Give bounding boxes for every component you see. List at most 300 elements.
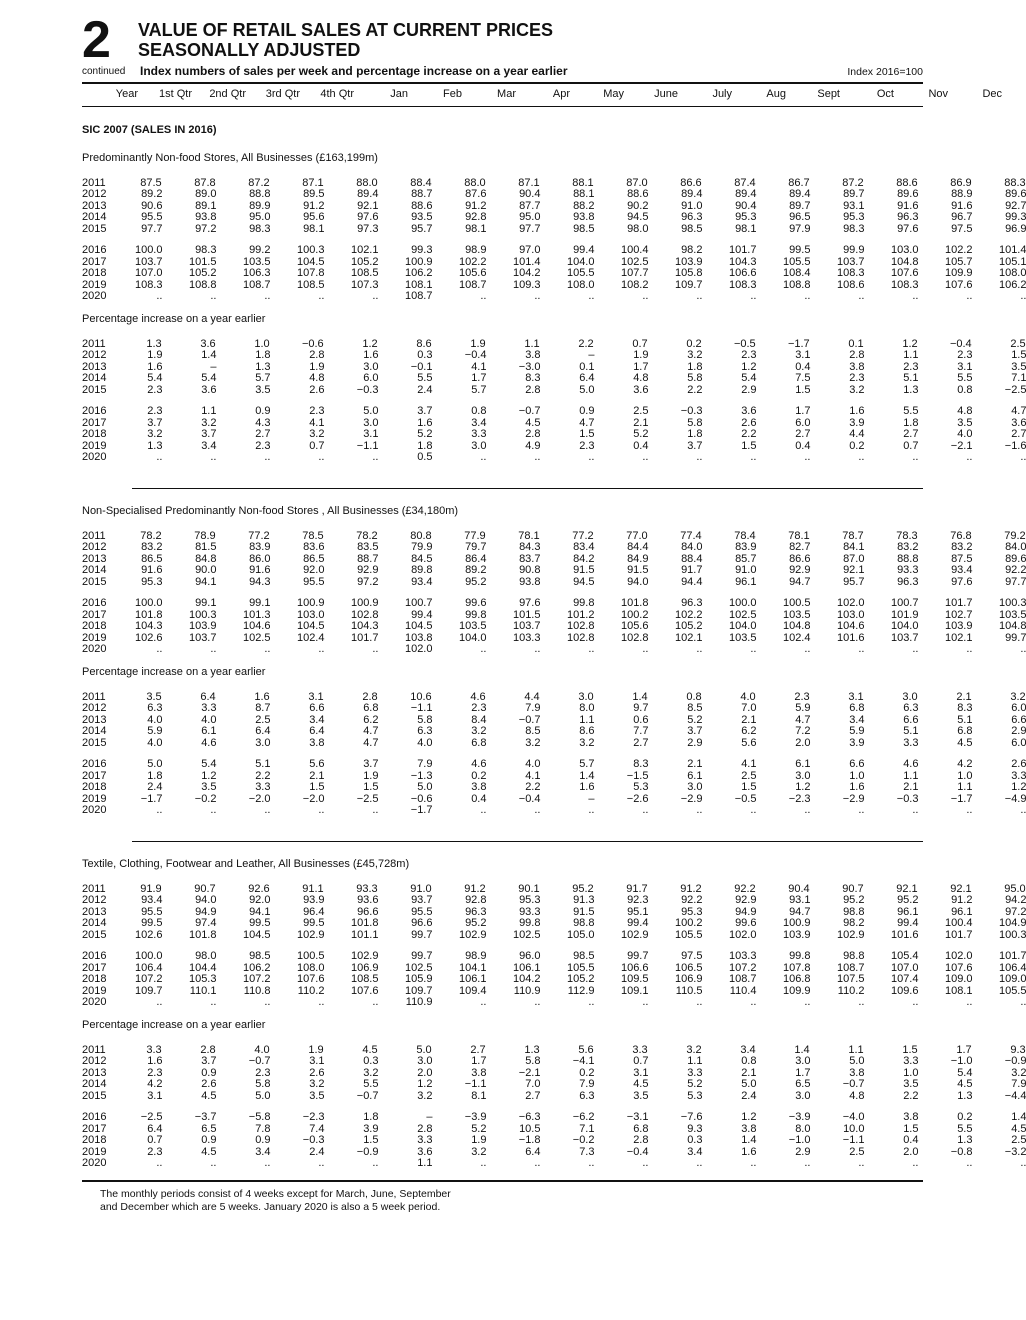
column-headers [82,84,1002,106]
table-header [82,11,923,82]
index-block [82,882,1026,942]
table-cell: 4.5 [201,1089,217,1102]
column-header: Apr [552,88,570,100]
row-year: 2013 [82,713,107,726]
table-row [82,541,1026,554]
table-cell: 3.3 [201,702,217,714]
table-cell: 1.5 [309,781,325,793]
table-cell: 94.1 [249,905,271,918]
table-cell: 105.5 [566,267,595,279]
table-cell: .. [210,643,217,655]
table-cell: 90.4 [519,188,541,200]
table-row [82,792,1026,806]
table-cell: 2.7 [525,1089,541,1102]
table-cell: .. [912,1157,919,1169]
table-row [82,405,1026,418]
table-cell: 83.6 [303,541,325,553]
table-cell: .. [750,804,757,816]
table-cell: 99.6 [465,597,487,609]
table-cell: 1.0 [849,769,865,782]
table-cell: 94.7 [789,575,811,588]
table-cell: 100.5 [782,597,811,609]
table-cell: .. [534,451,541,463]
table-section [82,857,1026,1170]
table-cell: 91.2 [303,199,325,212]
table-cell: 3.5 [903,1078,919,1090]
table-cell: 103.5 [728,631,757,644]
table-cell: 96.4 [303,905,325,918]
table-cell: 2.5 [1010,337,1026,350]
table-row [82,349,1026,362]
table-cell: .. [264,290,271,302]
table-cell: −4.4 [1004,1089,1026,1102]
table-cell: −0.4 [949,337,972,350]
table-cell: 0.2 [686,337,702,350]
table-cell: 92.2 [1005,564,1026,576]
table-cell: 3.3 [146,1043,162,1056]
table-cell: 108.3 [728,278,757,291]
table-cell: −3.0 [518,360,541,373]
table-cell: 84.2 [573,552,595,565]
table-cell: 103.5 [998,608,1026,621]
table-cell: 2.7 [795,428,811,440]
table-cell: 99.8 [789,950,811,962]
index-block [82,950,1026,1009]
table-cell: 2.3 [147,1145,163,1158]
table-cell: 4.8 [957,405,973,417]
table-row [82,244,1026,257]
table-cell: 0.4 [795,439,811,452]
table-cell: 95.3 [843,211,865,223]
table-cell: 101.4 [512,255,541,268]
table-cell: .. [264,996,271,1008]
table-cell: 4.5 [201,1145,217,1158]
table-cell: 100.0 [134,244,163,256]
table-cell: 93.3 [356,882,378,895]
table-cell: 5.9 [849,725,865,737]
table-cell: 95.5 [141,211,163,223]
table-cell: 103.9 [782,928,811,941]
table-cell: −0.7 [842,1078,865,1090]
table-cell: 3.0 [902,690,918,703]
table-cell: 95.2 [843,894,865,906]
table-cell: 5.6 [309,758,325,770]
table-cell: 79.2 [1004,529,1026,542]
table-cell: 89.9 [249,199,271,212]
row-year: 2011 [82,690,106,703]
table-cell: 87.1 [518,176,540,189]
table-cell: −4.1 [572,1055,595,1067]
table-cell: 4.6 [201,736,217,749]
column-header: 2nd Qtr [209,88,246,100]
row-year: 2014 [82,725,107,737]
table-cell: 96.6 [357,905,379,918]
table-row [82,996,1026,1009]
table-cell: 1.3 [957,1134,973,1146]
table-cell: 5.0 [579,383,595,396]
table-cell: 2.8 [200,1043,216,1056]
table-cell: 2.4 [309,1145,325,1158]
table-cell: 102.5 [512,928,541,941]
table-cell: 2.6 [741,416,757,429]
table-cell: 107.6 [296,973,325,985]
table-cell: 101.1 [350,928,379,941]
table-cell: 2.9 [687,736,703,749]
row-year: 2017 [82,416,107,429]
footnote-line-2: and December which are 5 weeks. January 2020 is also a 5 week period. [100,1200,441,1213]
row-year: 2016 [82,1111,107,1123]
table-cell: 5.0 [741,1078,757,1090]
table-cell: 0.1 [579,360,595,373]
table-cell: 91.0 [735,564,757,576]
table-cell: −0.2 [194,792,217,805]
table-cell: 105.2 [188,267,217,279]
table-cell: 4.4 [524,690,540,703]
table-cell: 97.7 [519,222,541,235]
index-block [82,597,1026,656]
table-cell: .. [966,1157,973,1169]
table-cell: 1.7 [795,1066,811,1079]
table-cell: 1.4 [741,1134,757,1146]
table-cell: 3.8 [471,781,487,793]
table-cell: .. [318,804,325,816]
table-cell: 103.7 [512,620,541,632]
table-cell: 2.8 [417,1122,433,1135]
table-cell: 108.0 [998,267,1026,279]
table-cell: 97.4 [195,917,217,929]
table-cell: 6.2 [741,725,757,737]
table-cell: 89.6 [897,188,919,200]
pct-block [82,1043,1026,1103]
table-cell: 3.7 [201,428,217,440]
table-cell: −0.9 [1004,1055,1026,1067]
table-cell: −1.1 [356,439,379,452]
table-cell: 103.5 [242,255,271,268]
table-cell: 101.7 [944,597,973,609]
table-row [82,620,1026,633]
table-cell: −2.5 [1004,383,1026,396]
table-cell: 2.7 [255,428,271,440]
table-cell: 98.8 [843,905,865,918]
table-cell: 2.2 [741,428,757,440]
table-cell: .. [156,804,163,816]
table-cell: .. [156,290,163,302]
table-cell: 5.7 [579,758,595,770]
table-cell: 1.5 [741,781,757,793]
table-cell: 105.9 [404,973,433,985]
row-year: 2020 [82,1157,107,1169]
table-cell: −2.3 [788,792,811,805]
table-cell: 3.0 [795,769,811,782]
table-cell: .. [318,290,325,302]
table-cell: .. [534,996,541,1008]
table-cell: 5.0 [417,781,433,793]
table-cell: 90.8 [519,564,541,576]
table-cell: 99.5 [141,917,163,929]
table-cell: 1.6 [849,781,865,793]
table-cell: 107.2 [134,973,163,985]
table-cell: 104.3 [350,620,379,632]
table-cell: 95.7 [411,222,433,235]
row-year: 2013 [82,905,107,918]
table-cell: 103.0 [836,608,865,621]
table-cell: 93.9 [303,894,325,906]
table-cell: −3.2 [1004,1145,1026,1158]
table-cell: −0.4 [464,349,487,361]
table-cell: 108.5 [296,278,325,291]
table-cell: 100.9 [296,597,325,609]
table-cell: 3.6 [1011,416,1026,429]
table-cell: 102.6 [134,928,163,941]
table-cell: 98.2 [681,244,703,256]
table-cell: 102.8 [566,620,595,632]
table-cell: 6.6 [903,713,919,726]
table-cell: 5.0 [849,1055,865,1067]
table-cell: 5.8 [525,1055,541,1067]
table-row [82,643,1026,656]
table-cell: 89.1 [195,199,217,212]
table-cell: 95.5 [141,905,163,918]
table-cell: 108.0 [296,961,325,974]
table-cell: 3.1 [848,690,864,703]
table-cell: 6.6 [1011,713,1026,726]
table-cell: .. [804,804,811,816]
table-row [82,1078,1026,1091]
table-cell: 1.0 [254,337,270,350]
table-cell: 88.1 [572,176,594,189]
table-cell: 2.8 [525,383,541,396]
table-cell: 78.7 [842,529,864,542]
row-year: 2013 [82,1066,107,1079]
table-cell: 87.5 [951,552,973,565]
table-cell: 103.3 [728,950,757,962]
table-cell: 8.4 [471,713,487,726]
table-cell: 102.9 [620,928,649,941]
table-cell: – [210,360,217,373]
table-cell: 1.4 [201,349,217,361]
row-year: 2020 [82,996,107,1008]
table-cell: 5.5 [417,372,433,384]
table-cell: 5.7 [471,383,487,396]
table-cell: 103.7 [890,631,919,644]
table-cell: 1.6 [849,405,865,417]
table-cell: 3.3 [903,736,919,749]
table-cell: 103.0 [296,608,325,621]
table-cell: 96.1 [951,905,973,918]
table-cell: 101.8 [188,928,217,941]
row-year: 2017 [82,1122,107,1135]
table-cell: .. [696,290,703,302]
table-cell: 94.3 [249,575,271,588]
table-cell: 86.5 [141,552,163,565]
table-cell: 102.9 [350,950,379,962]
table-cell: 3.4 [849,713,865,726]
row-year: 2014 [82,564,107,576]
row-year: 2012 [82,702,107,714]
table-cell: 95.3 [681,905,703,918]
table-cell: 100.7 [404,597,433,609]
table-cell: 1.8 [417,439,433,452]
column-header: Aug [766,88,786,100]
table-cell: 81.5 [195,541,217,553]
table-cell: 107.6 [890,267,919,279]
row-year: 2012 [82,541,107,553]
table-cell: .. [264,804,271,816]
table-cell: 5.0 [363,405,379,417]
table-cell: 106.9 [674,973,703,985]
table-cell: 0.7 [632,337,648,350]
table-row [82,383,1026,397]
table-cell: .. [588,1157,595,1169]
table-cell: 4.0 [254,1043,270,1056]
table-cell: 101.8 [350,917,379,929]
table-cell: .. [804,290,811,302]
table-cell: 9.7 [633,702,649,714]
table-cell: 96.3 [681,597,703,609]
table-cell: 1.1 [957,781,973,793]
table-cell: 1.9 [470,337,486,350]
table-cell: 8.6 [579,725,595,737]
table-cell: 95.2 [465,575,487,588]
table-cell: 99.4 [573,244,595,256]
table-cell: 1.1 [524,337,540,350]
table-cell: 4.9 [525,439,541,452]
pct-block [82,758,1026,817]
table-cell: −0.4 [518,792,541,805]
table-subtitle: Index numbers of sales per week and percentage increase on a year earlier [140,64,568,78]
table-cell: 107.6 [944,961,973,974]
table-cell: 2.3 [147,405,163,417]
table-cell: 94.0 [627,575,649,588]
table-cell: 93.5 [411,211,433,223]
table-cell: .. [372,1157,379,1169]
row-year: 2020 [82,290,107,302]
table-cell: 5.2 [633,428,649,440]
table-cell: 92.3 [627,894,649,906]
table-cell: 0.2 [471,769,487,782]
table-cell: 3.2 [1010,690,1026,703]
table-cell: 3.1 [957,360,973,373]
table-cell: 95.2 [897,894,919,906]
table-cell: 102.0 [728,928,757,941]
table-cell: 100.3 [998,597,1026,609]
table-cell: −0.7 [518,713,541,726]
table-cell: −0.7 [518,405,541,417]
table-cell: 2.3 [903,360,919,373]
table-cell: 87.0 [843,552,865,565]
row-year: 2013 [82,199,107,212]
table-cell: 96.3 [465,905,487,918]
table-cell: 90.2 [627,199,649,212]
table-cell: 3.5 [309,1089,325,1102]
table-cell: −1.8 [518,1134,541,1146]
section-title: Textile, Clothing, Footwear and Leather, All Businesses (£45,728m) [82,857,410,870]
table-cell: 96.7 [951,211,973,223]
table-cell: 84.0 [1005,541,1026,553]
row-year: 2015 [82,383,107,396]
table-cell: 2.6 [309,383,325,396]
table-row [82,1055,1026,1068]
table-cell: 98.3 [195,244,217,256]
table-cell: 92.8 [465,211,487,223]
table-cell: 1.8 [687,360,703,373]
table-cell: 6.5 [201,1122,217,1135]
table-cell: 78.3 [896,529,918,542]
table-cell: 102.1 [674,631,703,644]
table-cell: 84.5 [411,552,433,565]
table-cell: 1.9 [308,1043,324,1056]
table-cell: 102.9 [836,928,865,941]
table-cell: 2.2 [903,1089,919,1102]
column-header: Mar [497,88,516,100]
table-cell: 92.2 [734,882,756,895]
table-cell: 80.8 [410,529,432,542]
table-cell: 84.1 [843,541,865,553]
table-cell: −4.9 [1004,792,1026,805]
table-cell: 85.7 [735,552,757,565]
table-cell: 91.2 [465,199,487,212]
table-cell: 108.7 [458,278,487,291]
table-cell: .. [858,290,865,302]
column-header: July [712,88,732,100]
table-cell: .. [318,1157,325,1169]
table-cell: 1.2 [362,337,378,350]
table-cell: 5.6 [741,736,757,749]
table-cell: 104.5 [296,255,325,268]
table-cell: .. [696,804,703,816]
table-cell: 90.7 [842,882,864,895]
table-cell: 3.0 [363,416,379,429]
table-cell: 106.5 [674,961,703,974]
table-cell: .. [642,1157,649,1169]
table-cell: 1.9 [363,769,379,782]
table-cell: 91.6 [897,199,919,212]
table-cell: 99.8 [465,608,487,621]
table-cell: 1.5 [902,1043,918,1056]
table-cell: 2.1 [741,713,757,726]
table-cell: 3.1 [633,1066,649,1079]
table-cell: 3.1 [309,1055,325,1067]
row-year: 2014 [82,917,107,929]
row-year: 2014 [82,211,107,223]
table-cell: 99.5 [303,917,325,929]
table-cell: 3.0 [471,439,487,452]
table-row [82,917,1026,930]
table-cell: 6.8 [957,725,973,737]
table-cell: 102.1 [350,244,379,256]
table-cell: 107.8 [296,267,325,279]
table-cell: 0.8 [741,1055,757,1067]
table-cell: .. [1020,804,1026,816]
table-cell: 6.4 [579,372,595,384]
table-cell: 87.2 [842,176,864,189]
table-cell: 100.9 [404,255,433,268]
row-year: 2018 [82,973,107,985]
table-cell: 91.5 [573,564,595,576]
table-cell: 2.4 [741,1089,757,1102]
table-cell: 1.5 [579,428,595,440]
table-cell: 99.4 [897,917,919,929]
column-header: May [603,88,624,100]
table-cell: 109.1 [620,984,649,997]
table-row [82,1134,1026,1147]
table-cell: .. [534,290,541,302]
row-year: 2012 [82,349,107,361]
table-cell: 90.1 [518,882,540,895]
table-cell: 1.6 [147,360,163,373]
table-cell: −0.7 [248,1055,271,1067]
table-cell: 2.0 [417,1066,433,1079]
